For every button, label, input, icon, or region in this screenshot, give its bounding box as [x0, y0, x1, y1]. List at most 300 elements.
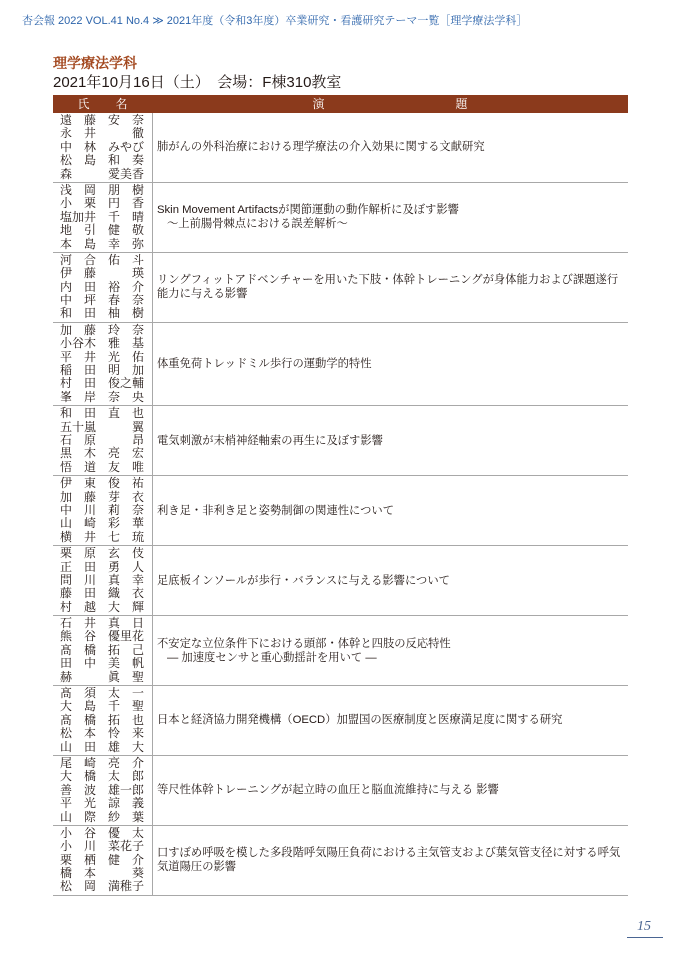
student-name — [60, 867, 152, 880]
given-name — [108, 770, 144, 783]
glyph: 栖 — [83, 852, 96, 867]
glyph: 髙 — [60, 686, 73, 701]
glyph: 小 — [60, 839, 73, 854]
glyph: 安 — [108, 113, 121, 127]
glyph: 稲 — [60, 363, 73, 378]
glyph: 花 — [132, 629, 145, 644]
given-name — [108, 447, 144, 460]
names-cell — [53, 476, 152, 545]
glyph: 奈 — [131, 502, 144, 517]
glyph: 川 — [83, 572, 96, 587]
glyph: 眞 — [108, 669, 121, 684]
glyph: 真 — [108, 572, 121, 587]
glyph: 亮 — [108, 755, 121, 770]
glyph: 彩 — [108, 516, 121, 531]
glyph: 山 — [60, 809, 73, 824]
glyph: 内 — [60, 279, 73, 294]
given-name — [108, 687, 144, 700]
glyph: 雄 — [108, 782, 121, 797]
glyph: 岸 — [83, 389, 96, 404]
glyph: 林 — [83, 139, 96, 154]
family-name — [60, 351, 96, 364]
table-row — [53, 476, 628, 546]
glyph: 井 — [83, 529, 96, 544]
family-name — [60, 561, 96, 574]
glyph: 一 — [131, 686, 144, 701]
glyph: 翼 — [131, 419, 144, 434]
names-cell — [53, 183, 152, 252]
family-name — [60, 671, 96, 684]
glyph: 崎 — [83, 516, 96, 531]
glyph: 村 — [60, 599, 73, 614]
glyph: 田 — [83, 376, 96, 391]
research-title: 利き足・非利き足と姿勢制御の関連性について — [157, 504, 395, 517]
student-name — [60, 587, 152, 600]
glyph: 和 — [60, 306, 73, 321]
glyph: 崎 — [83, 755, 96, 770]
glyph: 輔 — [132, 376, 145, 391]
glyph: 十 — [72, 419, 85, 434]
glyph: 井 — [83, 349, 96, 364]
glyph: 伊 — [60, 476, 73, 491]
family-name — [60, 461, 96, 474]
given-name — [108, 197, 144, 210]
glyph: 亮 — [108, 446, 121, 461]
glyph: 正 — [60, 559, 73, 574]
glyph: 奈 — [108, 389, 121, 404]
column-header-titles — [152, 95, 628, 113]
topic-table — [53, 95, 628, 896]
student-name — [60, 477, 152, 490]
glyph: 健 — [108, 223, 121, 238]
glyph: 藤 — [60, 586, 73, 601]
given-name — [108, 700, 144, 713]
glyph: 伊 — [60, 266, 73, 281]
glyph: 岡 — [83, 879, 96, 894]
glyph: 幸 — [108, 236, 121, 251]
family-name — [60, 224, 96, 237]
research-title: 足底板インソールが歩行・バランスに与える影響について — [157, 574, 450, 587]
glyph: 五 — [60, 419, 73, 434]
glyph: 演 — [312, 97, 325, 111]
student-name — [60, 757, 152, 770]
given-name — [108, 630, 144, 643]
given-name — [108, 238, 144, 251]
given-name — [108, 741, 144, 754]
glyph: 熊 — [60, 629, 73, 644]
glyph: 川 — [83, 839, 96, 854]
student-name — [60, 517, 152, 530]
glyph: 尾 — [60, 755, 73, 770]
family-name — [60, 827, 96, 840]
glyph: 赫 — [60, 669, 73, 684]
student-name — [60, 197, 152, 210]
glyph: 和 — [108, 153, 121, 168]
research-title: 等尺性体幹トレーニングが起立時の血圧と脳血流維持に与える 影響 — [157, 784, 499, 797]
glyph: 基 — [131, 336, 144, 351]
glyph: 島 — [83, 236, 96, 251]
student-name — [60, 307, 152, 320]
research-title: 電気刺激が末梢神経軸索の再生に及ぼす影響 — [157, 434, 383, 447]
title-cell — [152, 406, 628, 475]
glyph: 髙 — [60, 712, 73, 727]
title-cell — [152, 476, 628, 545]
glyph: 塩 — [60, 209, 73, 224]
glyph: 之 — [120, 376, 133, 391]
glyph: 太 — [131, 825, 144, 840]
glyph: 俊 — [108, 476, 121, 491]
glyph: み — [108, 139, 121, 154]
glyph: 石 — [60, 432, 73, 447]
glyph: 松 — [60, 153, 73, 168]
given-name — [108, 307, 144, 320]
family-name — [60, 184, 96, 197]
family-name — [60, 238, 96, 251]
student-name — [60, 574, 152, 587]
glyph: 拓 — [108, 712, 121, 727]
glyph: 栗 — [60, 852, 73, 867]
family-name — [60, 377, 96, 390]
glyph: 際 — [83, 809, 96, 824]
glyph: 平 — [60, 796, 73, 811]
family-name — [60, 587, 96, 600]
glyph: 友 — [108, 459, 121, 474]
glyph: 谷 — [72, 336, 85, 351]
student-name — [60, 727, 152, 740]
glyph: 真 — [108, 616, 121, 631]
glyph: や — [120, 139, 133, 154]
student-name — [60, 127, 152, 140]
student-name — [60, 797, 152, 810]
glyph: 河 — [60, 252, 73, 267]
student-name — [60, 324, 152, 337]
family-name — [60, 421, 96, 434]
names-cell — [53, 826, 152, 895]
glyph: 藤 — [83, 113, 96, 127]
glyph: 川 — [83, 502, 96, 517]
glyph: 橋 — [60, 866, 73, 881]
glyph: 浅 — [60, 182, 73, 197]
table-body — [53, 113, 628, 896]
glyph: 太 — [108, 769, 121, 784]
given-name — [108, 840, 144, 853]
table-row — [53, 113, 628, 183]
glyph: 千 — [108, 699, 121, 714]
given-name — [108, 421, 144, 434]
table-row — [53, 406, 628, 476]
student-name — [60, 840, 152, 853]
student-name — [60, 377, 152, 390]
glyph: 帆 — [131, 656, 144, 671]
glyph: 島 — [83, 153, 96, 168]
family-name — [60, 547, 96, 560]
glyph: 晴 — [131, 209, 144, 224]
glyph: 直 — [108, 406, 121, 421]
glyph: 宏 — [131, 446, 144, 461]
glyph: 美 — [108, 656, 121, 671]
glyph: 田 — [83, 739, 96, 754]
glyph: 佑 — [108, 252, 121, 267]
glyph: 岡 — [83, 182, 96, 197]
glyph: 須 — [83, 686, 96, 701]
glyph: 日 — [131, 616, 144, 631]
given-name — [108, 127, 144, 140]
glyph: 大 — [60, 769, 73, 784]
glyph: 勇 — [108, 559, 121, 574]
glyph: 合 — [83, 252, 96, 267]
student-name — [60, 531, 152, 544]
glyph: 悟 — [60, 459, 73, 474]
glyph: 加 — [131, 363, 144, 378]
glyph: 平 — [60, 349, 73, 364]
glyph: 介 — [131, 755, 144, 770]
student-name — [60, 741, 152, 754]
glyph: 徹 — [131, 126, 144, 141]
given-name — [108, 561, 144, 574]
given-name — [108, 531, 144, 544]
glyph: 和 — [60, 406, 73, 421]
student-name — [60, 827, 152, 840]
table-row — [53, 323, 628, 406]
student-name — [60, 267, 152, 280]
glyph: 木 — [83, 446, 96, 461]
glyph: 田 — [83, 363, 96, 378]
glyph: 島 — [83, 699, 96, 714]
title-cell — [152, 183, 628, 252]
family-name — [60, 700, 96, 713]
glyph: 題 — [455, 97, 468, 111]
glyph: 明 — [108, 363, 121, 378]
glyph: 愛 — [108, 166, 121, 181]
research-title: 肺がんの外科治療における理学療法の介入効果に関する文献研究 — [157, 141, 485, 154]
glyph: 善 — [60, 782, 73, 797]
glyph: 嵐 — [84, 419, 97, 434]
glyph: 氏 — [77, 97, 90, 111]
glyph: 怜 — [108, 726, 121, 741]
glyph: 中 — [60, 502, 73, 517]
glyph: 奈 — [131, 322, 144, 337]
research-title: Skin Movement Artifactsが関節運動の動作解析に及ぼす影響 — [157, 204, 459, 217]
research-title: 日本と経済協力開発機構（OECD）加盟国の医療制度と医療満足度に関する研究 — [157, 714, 563, 727]
glyph: 敬 — [131, 223, 144, 238]
glyph: 井 — [83, 616, 96, 631]
glyph: 稚 — [120, 879, 133, 894]
names-cell — [53, 616, 152, 685]
glyph: 俊 — [108, 376, 121, 391]
table-row — [53, 756, 628, 826]
names-cell — [53, 546, 152, 615]
family-name — [60, 741, 96, 754]
student-name — [60, 880, 152, 893]
glyph: 光 — [108, 349, 121, 364]
table-row — [53, 183, 628, 253]
family-name — [60, 517, 96, 530]
glyph: 拓 — [108, 642, 121, 657]
glyph: 小 — [60, 336, 73, 351]
student-name — [60, 238, 152, 251]
glyph: 山 — [60, 739, 73, 754]
student-name — [60, 657, 152, 670]
glyph: 優 — [108, 629, 121, 644]
given-name — [108, 671, 144, 684]
given-name — [108, 461, 144, 474]
glyph: 介 — [131, 279, 144, 294]
glyph: 横 — [60, 529, 73, 544]
glyph: 加 — [60, 489, 73, 504]
glyph: 木 — [84, 336, 97, 351]
given-name — [108, 224, 144, 237]
glyph: 花 — [120, 839, 133, 854]
glyph: 諒 — [108, 796, 121, 811]
glyph: 原 — [83, 546, 96, 561]
student-name — [60, 700, 152, 713]
glyph: 紗 — [108, 809, 121, 824]
family-name — [60, 770, 96, 783]
glyph: 小 — [60, 196, 73, 211]
glyph: 佑 — [131, 349, 144, 364]
glyph: 郎 — [132, 782, 145, 797]
glyph: 永 — [60, 126, 73, 141]
glyph: 祐 — [131, 476, 144, 491]
student-name — [60, 141, 152, 154]
family-name — [60, 307, 96, 320]
glyph: 聖 — [131, 669, 144, 684]
glyph: 藤 — [83, 322, 96, 337]
glyph: 唯 — [131, 459, 144, 474]
glyph: 越 — [83, 599, 96, 614]
glyph: 樹 — [131, 182, 144, 197]
glyph: 髙 — [60, 642, 73, 657]
glyph: 村 — [60, 376, 73, 391]
glyph: 聖 — [131, 699, 144, 714]
glyph: 松 — [60, 879, 73, 894]
page-number-rule — [627, 937, 663, 938]
family-name — [60, 407, 96, 420]
family-name — [60, 477, 96, 490]
given-name — [108, 797, 144, 810]
glyph: 峯 — [60, 389, 73, 404]
given-name — [108, 547, 144, 560]
title-cell — [152, 686, 628, 755]
names-cell — [53, 756, 152, 825]
glyph: 央 — [131, 389, 144, 404]
table-row — [53, 686, 628, 756]
glyph: 引 — [83, 223, 96, 238]
glyph: 藤 — [83, 489, 96, 504]
student-name — [60, 630, 152, 643]
glyph: 玲 — [108, 322, 121, 337]
glyph: 弥 — [131, 236, 144, 251]
column-header-names — [53, 95, 152, 113]
glyph: 大 — [131, 739, 144, 754]
glyph: 春 — [108, 293, 121, 308]
glyph: 石 — [60, 616, 73, 631]
glyph: 谷 — [83, 629, 96, 644]
glyph: 橋 — [83, 769, 96, 784]
student-name — [60, 671, 152, 684]
title-cell — [152, 253, 628, 322]
glyph — [96, 95, 108, 113]
glyph: 中 — [60, 139, 73, 154]
glyph: 波 — [83, 782, 96, 797]
glyph: 井 — [83, 126, 96, 141]
glyph: 里 — [120, 629, 133, 644]
glyph: 織 — [108, 586, 121, 601]
glyph: 優 — [108, 825, 121, 840]
given-name — [108, 337, 144, 350]
given-name — [108, 391, 144, 404]
glyph: 子 — [132, 839, 145, 854]
glyph: 井 — [84, 209, 97, 224]
glyph: 雅 — [108, 336, 121, 351]
glyph: 芽 — [108, 489, 121, 504]
student-name — [60, 407, 152, 420]
names-cell — [53, 253, 152, 322]
student-name — [60, 617, 152, 630]
glyph: 葵 — [131, 866, 144, 881]
glyph: 琉 — [131, 529, 144, 544]
glyph: 本 — [83, 726, 96, 741]
glyph: 奏 — [131, 153, 144, 168]
glyph: 香 — [132, 166, 145, 181]
glyph: 昂 — [131, 432, 144, 447]
glyph: 斗 — [131, 252, 144, 267]
glyph: 栗 — [83, 196, 96, 211]
given-name — [108, 154, 144, 167]
glyph: 衣 — [131, 489, 144, 504]
glyph: 莉 — [108, 502, 121, 517]
family-name — [60, 601, 96, 614]
glyph: 朋 — [108, 182, 121, 197]
given-name — [108, 184, 144, 197]
glyph: 菜 — [108, 839, 121, 854]
glyph: 光 — [83, 796, 96, 811]
glyph: 森 — [60, 166, 73, 181]
glyph: 田 — [83, 559, 96, 574]
glyph: 本 — [83, 866, 96, 881]
given-name — [108, 114, 144, 127]
department-title: 理学療法学科 — [53, 55, 137, 71]
family-name — [60, 168, 96, 181]
given-name — [108, 168, 144, 181]
glyph: 栗 — [60, 546, 73, 561]
student-name — [60, 434, 152, 447]
given-name — [108, 477, 144, 490]
given-name — [108, 267, 144, 280]
names-cell — [53, 113, 152, 182]
glyph — [384, 95, 396, 113]
family-name — [60, 447, 96, 460]
glyph: 華 — [131, 516, 144, 531]
family-name — [60, 154, 96, 167]
family-name — [60, 797, 96, 810]
given-name — [108, 657, 144, 670]
glyph: 谷 — [83, 825, 96, 840]
student-name — [60, 337, 152, 350]
student-name — [60, 461, 152, 474]
names-cell — [53, 406, 152, 475]
glyph: 小 — [60, 825, 73, 840]
title-cell — [152, 546, 628, 615]
given-name — [108, 491, 144, 504]
family-name — [60, 657, 96, 670]
glyph: 介 — [131, 852, 144, 867]
student-name — [60, 547, 152, 560]
glyph: 坪 — [83, 293, 96, 308]
glyph: 田 — [83, 306, 96, 321]
glyph: 義 — [131, 796, 144, 811]
research-subtitle: ～上前腸骨棘点における誤差解析～ — [167, 218, 348, 231]
